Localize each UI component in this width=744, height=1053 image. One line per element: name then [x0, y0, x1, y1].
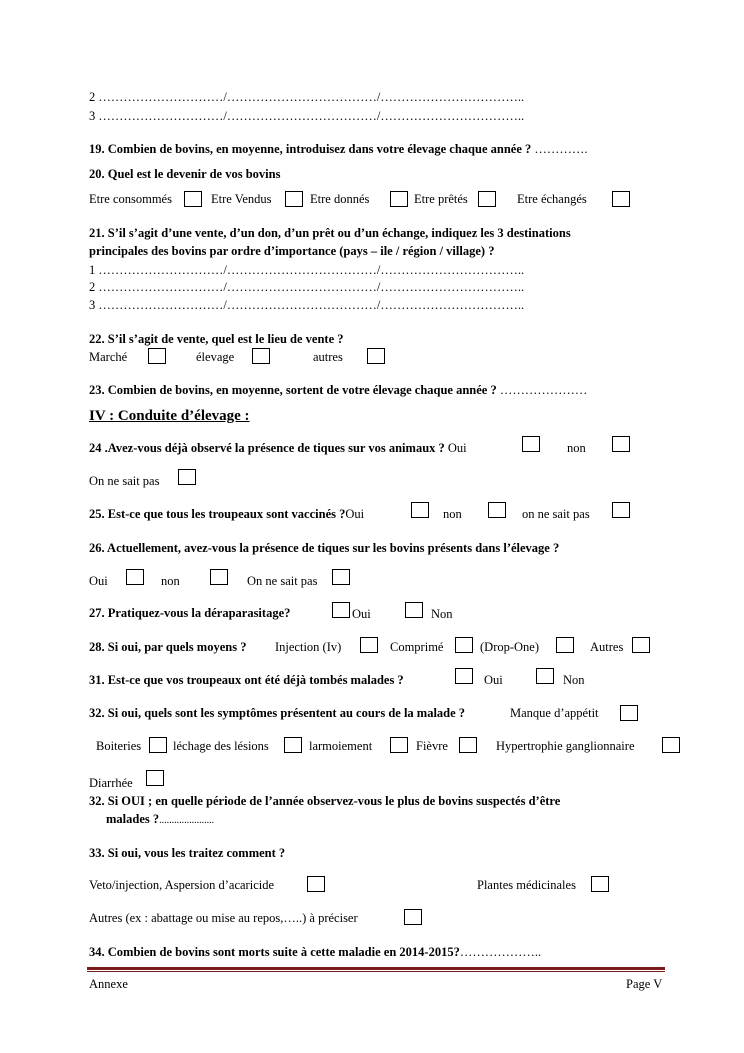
option-larmoiement: larmoiement [309, 739, 373, 753]
question-28 [89, 641, 246, 654]
question-34-blank[interactable]: ……………….. [459, 945, 542, 959]
option-comprime: Comprimé [390, 640, 444, 654]
option-etre-pretes: Etre prêtés [414, 192, 468, 206]
checkbox-q24-oui[interactable] [522, 436, 540, 452]
option-hypertrophie: Hypertrophie ganglionnaire [496, 739, 635, 753]
question-24 [89, 442, 467, 455]
footer-rule-thick [87, 967, 665, 970]
option-lechage-lesions: léchage des lésions [173, 739, 269, 753]
question-32b-text: malades ? [106, 812, 160, 826]
checkbox-etre-consommes[interactable] [184, 191, 202, 207]
question-27: 27. Pratiquez-vous la déraparasitage? [89, 606, 291, 620]
checkbox-marche[interactable] [148, 348, 166, 364]
option-q24-non: non [567, 441, 586, 455]
option-veto-injection: Veto/injection, Aspersion d’acaricide [89, 878, 275, 892]
question-32b-line2 [106, 813, 214, 826]
option-etre-consommes: Etre consommés [89, 192, 172, 206]
option-q25-non: non [443, 507, 462, 521]
checkbox-diarrhee[interactable] [146, 770, 164, 786]
question-24-text: 24 .Avez-vous déjà observé la présence de tiques sur vos animaux ? [89, 441, 445, 455]
checkbox-etre-donnes[interactable] [390, 191, 408, 207]
checkbox-veto-injection[interactable] [307, 876, 325, 892]
question-31-number: 31 [89, 673, 102, 687]
checkbox-elevage[interactable] [252, 348, 270, 364]
question-19-text: 19. Combien de bovins, en moyenne, introduisez dans votre élevage chaque année ? [89, 142, 532, 156]
checkbox-q31-oui[interactable] [455, 668, 473, 684]
checkbox-fievre[interactable] [459, 737, 477, 753]
question-31 [89, 674, 404, 687]
checkbox-q27-oui[interactable] [332, 602, 350, 618]
question-23-blank[interactable]: ………………… [496, 383, 588, 397]
option-autres-moyens: Autres [590, 640, 624, 654]
checkbox-manque-appetit[interactable] [620, 705, 638, 721]
destination-row-2[interactable]: 2 …………………………/………………………………/…………………………….. [89, 90, 525, 104]
option-q26-ne-sait-pas: On ne sait pas [247, 574, 318, 588]
option-fievre: Fièvre [416, 739, 448, 753]
option-etre-donnes: Etre donnés [310, 192, 370, 206]
question-22: 22. S’il s’agit de vente, quel est le lieu de vente ? [89, 332, 344, 346]
checkbox-q25-non[interactable] [488, 502, 506, 518]
option-q24-ne-sait-pas: On ne sait pas [89, 474, 160, 488]
checkbox-etre-echanges[interactable] [612, 191, 630, 207]
question-19-blank[interactable]: …………. [531, 142, 588, 156]
question-20: 20. Quel est le devenir de vos bovins [89, 167, 281, 181]
q21-destination-row-2[interactable]: 2 …………………………/………………………………/…………………………….. [89, 280, 525, 294]
checkbox-q31-non[interactable] [536, 668, 554, 684]
checkbox-q26-non[interactable] [210, 569, 228, 585]
checkbox-etre-pretes[interactable] [478, 191, 496, 207]
checkbox-q24-non[interactable] [612, 436, 630, 452]
footer-page-number: Page V [626, 977, 663, 991]
question-21-line1: 21. S’il s’agit d’une vente, d’un don, d’un prêt ou d’un échange, indiquez les 3 destinations [89, 226, 571, 240]
checkbox-autres-moyens[interactable] [632, 637, 650, 653]
checkbox-drop-one[interactable] [556, 637, 574, 653]
checkbox-q27-non[interactable] [405, 602, 423, 618]
footer-left: Annexe [89, 977, 128, 991]
option-elevage: élevage [196, 350, 235, 364]
option-boiteries: Boiteries [96, 739, 142, 753]
question-19 [89, 143, 588, 156]
question-32-text: 32. Si oui, quels sont les symptômes présentent au cours de la malade ? [89, 706, 466, 720]
checkbox-plantes-medicinales[interactable] [591, 876, 609, 892]
checkbox-q25-ne-sait-pas[interactable] [612, 502, 630, 518]
checkbox-q26-ne-sait-pas[interactable] [332, 569, 350, 585]
checkbox-comprime[interactable] [455, 637, 473, 653]
option-q27-oui: Oui [352, 607, 371, 621]
checkbox-boiteries[interactable] [149, 737, 167, 753]
option-plantes-medicinales: Plantes médicinales [477, 878, 576, 892]
option-etre-vendus: Etre Vendus [211, 192, 272, 206]
option-q25-ne-sait-pas: on ne sait pas [522, 507, 590, 521]
option-manque-appetit: Manque d’appétit [510, 706, 599, 720]
checkbox-lechage-lesions[interactable] [284, 737, 302, 753]
option-autres-traitement: Autres (ex : abattage ou mise au repos,…..) à préciser [89, 911, 358, 925]
option-drop-one: (Drop-One) [480, 640, 540, 654]
question-25-text: 25. Est-ce que tous les troupeaux sont vaccinés ? [89, 507, 346, 521]
question-23 [89, 384, 587, 397]
option-autres-lieu: autres [313, 350, 343, 364]
question-32 [89, 707, 465, 720]
checkbox-q24-ne-sait-pas[interactable] [178, 469, 196, 485]
q21-destination-row-1[interactable]: 1 …………………………/………………………………/…………………………….. [89, 263, 525, 277]
option-q24-oui: Oui [447, 441, 467, 455]
question-34-text: 34. Combien de bovins sont morts suite à cette maladie en 2014-2015? [89, 945, 460, 959]
question-32b-line1: 32. Si OUI ; en quelle période de l’année observez-vous le plus de bovins suspectés d’être [89, 794, 561, 808]
option-q25-oui: Oui [345, 507, 365, 521]
section-iv-heading: IV : Conduite d’élevage : [89, 408, 250, 424]
question-26: 26. Actuellement, avez-vous la présence de tiques sur les bovins présents dans l’élevage ? [89, 541, 560, 555]
question-33: 33. Si oui, vous les traitez comment ? [89, 846, 286, 860]
footer-rule-thin [87, 971, 665, 972]
question-23-text: 23. Combien de bovins, en moyenne, sortent de votre élevage chaque année ? [89, 383, 497, 397]
checkbox-injection[interactable] [360, 637, 378, 653]
destination-row-3[interactable]: 3 …………………………/………………………………/…………………………….. [89, 109, 525, 123]
option-q26-oui: Oui [89, 574, 108, 588]
question-21-line2: principales des bovins par ordre d’importance (pays – ile / région / village) ? [89, 244, 495, 258]
option-q26-non: non [161, 574, 180, 588]
option-q31-oui: Oui [484, 673, 503, 687]
option-q31-non: Non [563, 673, 585, 687]
checkbox-etre-vendus[interactable] [285, 191, 303, 207]
q21-destination-row-3[interactable]: 3 …………………………/………………………………/…………………………….. [89, 298, 525, 312]
checkbox-autres-traitement[interactable] [404, 909, 422, 925]
question-25 [89, 508, 364, 521]
question-31-text: . Est-ce que vos troupeaux ont été déjà tombés malades ? [101, 673, 404, 687]
checkbox-autres-lieu[interactable] [367, 348, 385, 364]
checkbox-q25-oui[interactable] [411, 502, 429, 518]
checkbox-hypertrophie[interactable] [662, 737, 680, 753]
option-etre-echanges: Etre échangés [517, 192, 587, 206]
question-32b-blank[interactable]: ...................... [159, 815, 215, 826]
option-q27-non: Non [431, 607, 453, 621]
option-marche: Marché [89, 350, 128, 364]
checkbox-q26-oui[interactable] [126, 569, 144, 585]
option-diarrhee: Diarrhée [89, 776, 133, 790]
question-28-text: 28. Si oui, par quels moyens ? [89, 640, 247, 654]
option-injection: Injection (Iv) [275, 640, 342, 654]
checkbox-larmoiement[interactable] [390, 737, 408, 753]
question-34 [89, 946, 541, 959]
